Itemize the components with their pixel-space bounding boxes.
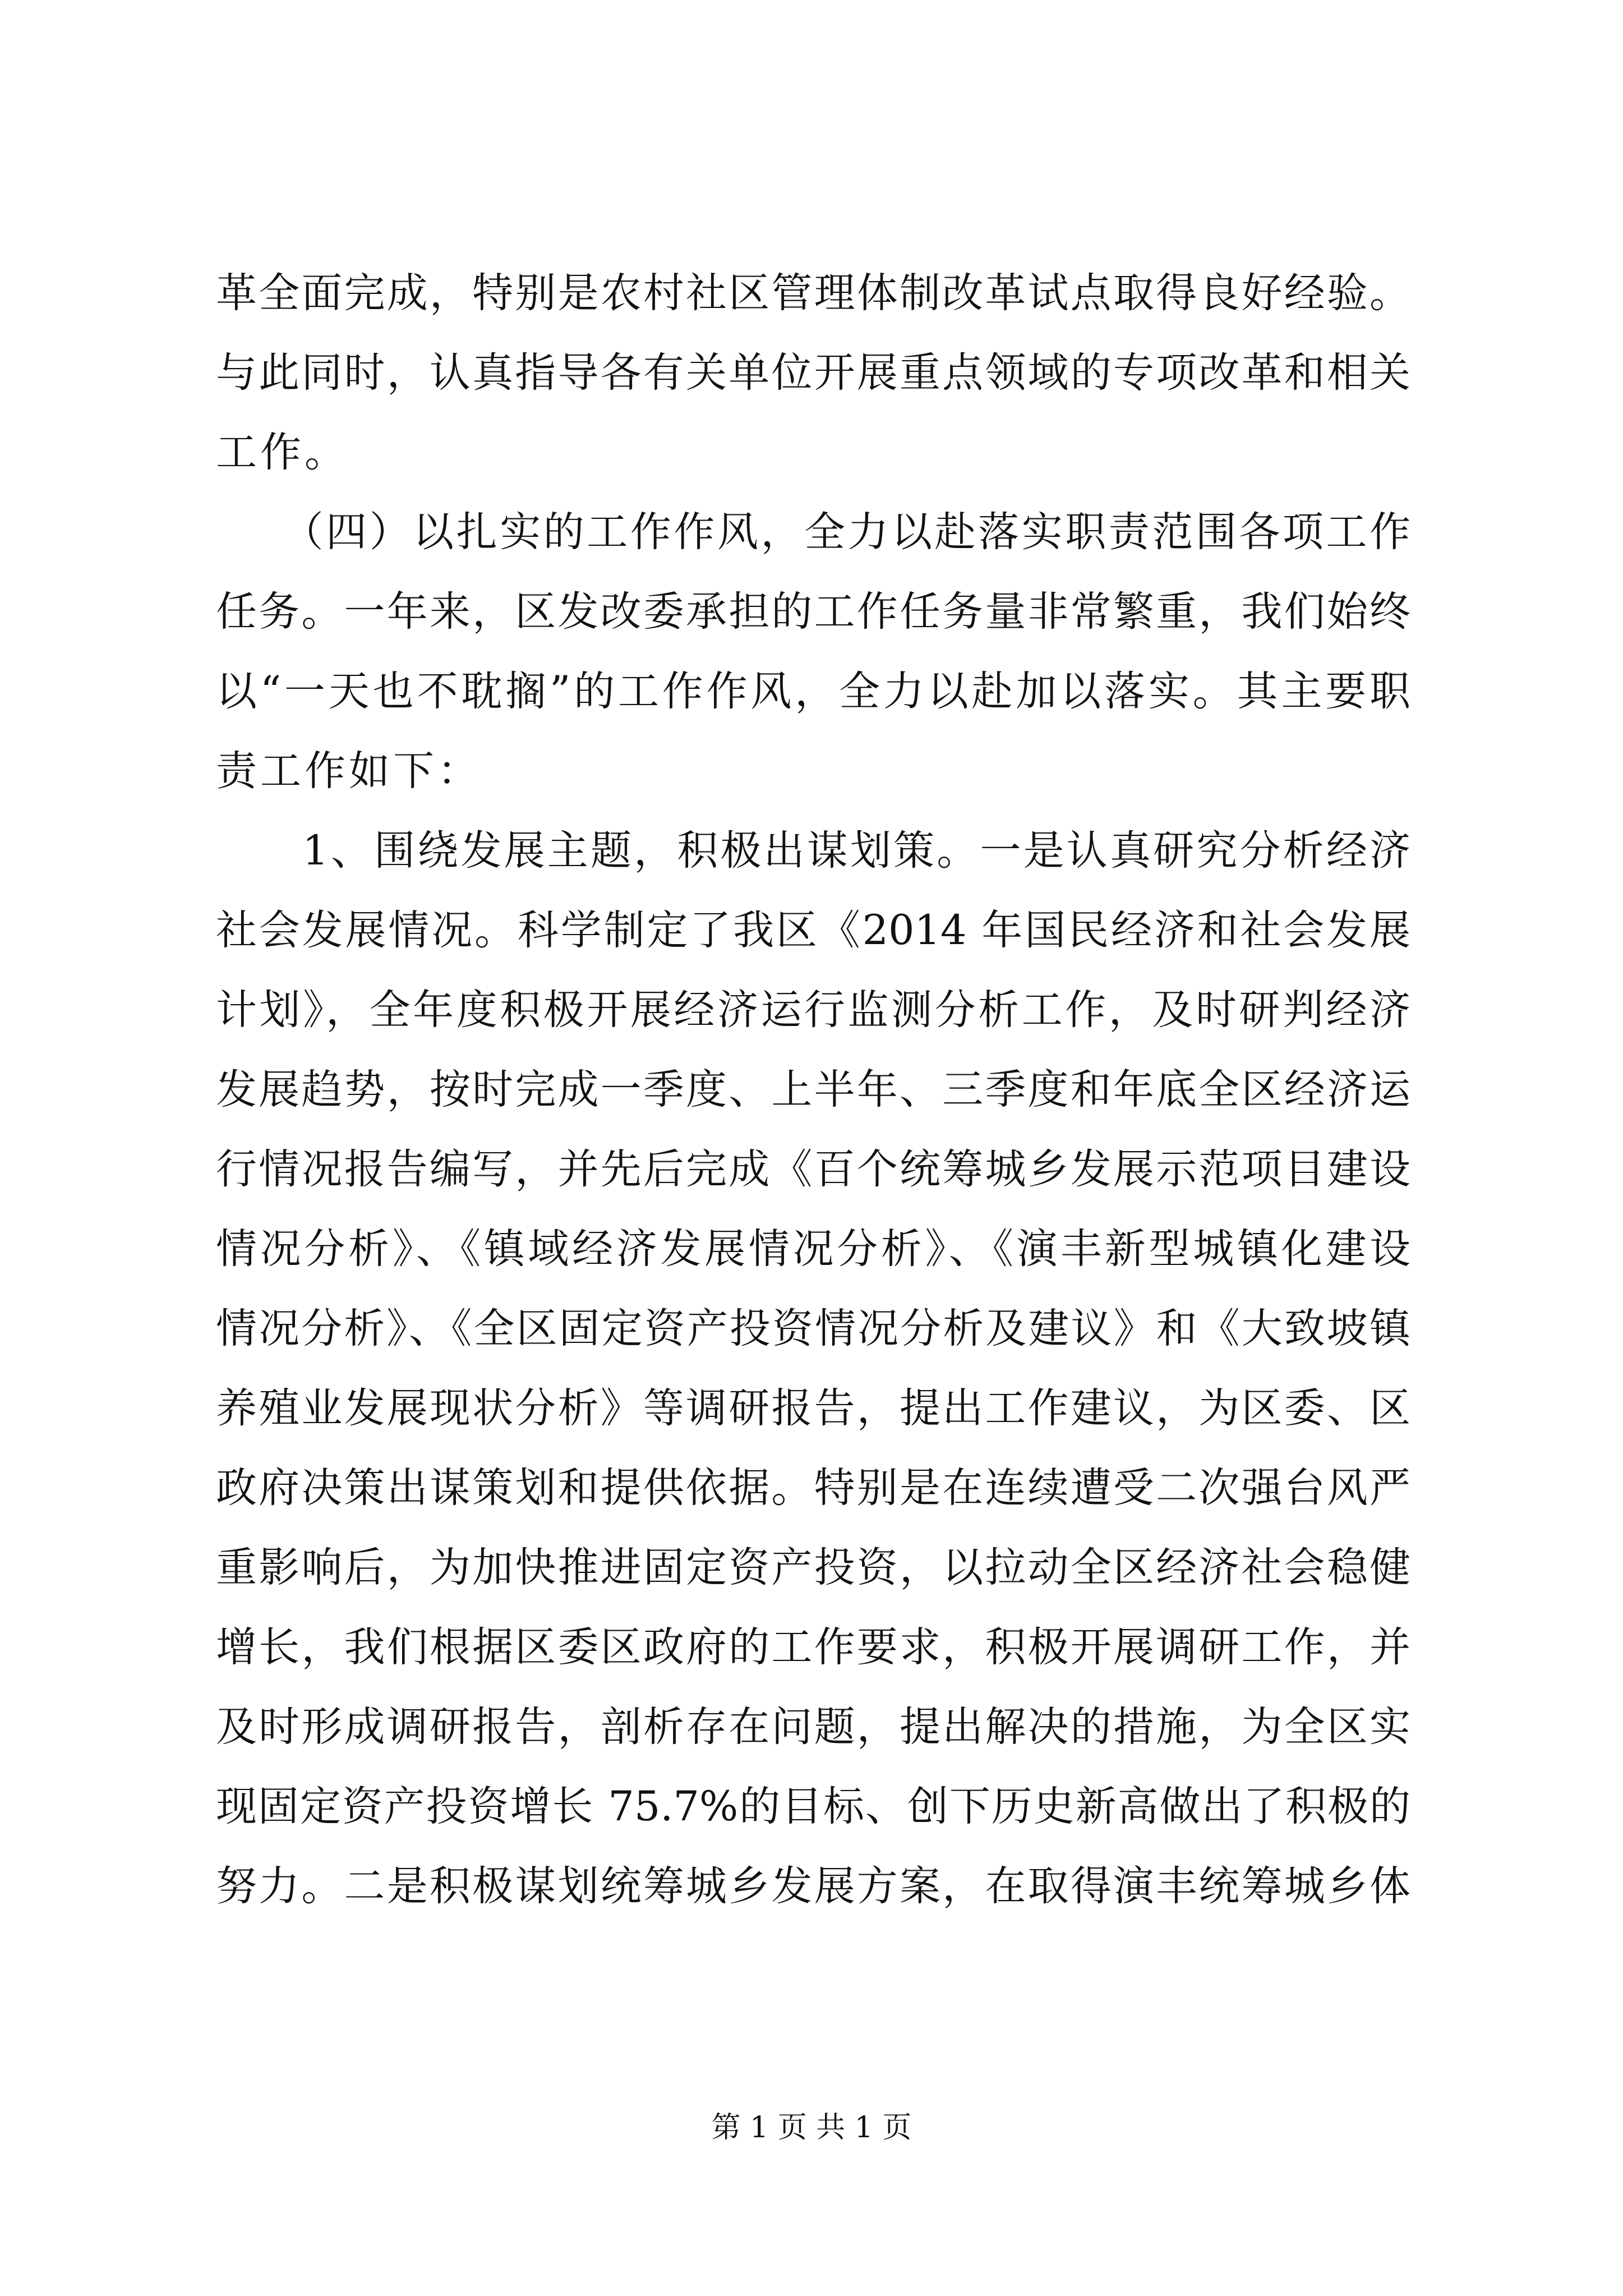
text-line-16: 政府决策出谋策划和提供依据。特别是在连续遭受二次强台风严 xyxy=(216,1464,1410,1512)
body-text xyxy=(216,254,1410,1926)
text-line-2: 与此同时，认真指导各有关单位开展重点领域的专项改革和相关 xyxy=(216,349,1410,397)
text-line-20: 现固定资产投资增长 75.7%的目标、创下历史新高做出了积极的 xyxy=(216,1783,1410,1830)
text-line-6: 以“一天也不耽搁”的工作作风，全力以赴加以落实。其主要职 xyxy=(216,668,1410,715)
text-line-3: 工作。 xyxy=(216,429,349,476)
text-line-19: 及时形成调研报告，剖析存在问题，提出解决的措施，为全区实 xyxy=(216,1703,1410,1751)
text-line-18: 增长，我们根据区委区政府的工作要求，积极开展调研工作，并 xyxy=(216,1623,1410,1671)
text-line-21: 努力。二是积极谋划统筹城乡发展方案，在取得演丰统筹城乡体 xyxy=(216,1862,1410,1910)
text-line-8: 1、围绕发展主题，积极出谋划策。一是认真研究分析经济 xyxy=(216,827,1410,875)
text-line-15: 养殖业发展现状分析》等调研报告，提出工作建议，为区委、区 xyxy=(216,1384,1410,1432)
text-line-13: 情况分析》、《镇域经济发展情况分析》、《演丰新型城镇化建设 xyxy=(216,1225,1410,1273)
text-line-14: 情况分析》、《全区固定资产投资情况分析及建议》和《大致坡镇 xyxy=(216,1305,1410,1352)
page-footer: 第 1 页 共 1 页 xyxy=(711,2111,912,2145)
text-line-12: 行情况报告编写，并先后完成《百个统筹城乡发展示范项目建设 xyxy=(216,1145,1410,1193)
text-line-4: （四）以扎实的工作作风，全力以赴落实职责范围各项工作 xyxy=(216,508,1410,556)
text-line-17: 重影响后，为加快推进固定资产投资，以拉动全区经济社会稳健 xyxy=(216,1544,1410,1591)
text-line-9: 社会发展情况。科学制定了我区《2014 年国民经济和社会发展 xyxy=(216,907,1410,954)
text-line-5: 任务。一年来，区发改委承担的工作任务量非常繁重，我们始终 xyxy=(216,588,1410,636)
text-line-10: 计划》，全年度积极开展经济运行监测分析工作，及时研判经济 xyxy=(216,986,1410,1034)
text-line-11: 发展趋势，按时完成一季度、上半年、三季度和年底全区经济运 xyxy=(216,1066,1410,1114)
text-line-7: 责工作如下： xyxy=(216,747,482,795)
text-line-1: 革全面完成，特别是农村社区管理体制改革试点取得良好经验。 xyxy=(216,269,1410,317)
